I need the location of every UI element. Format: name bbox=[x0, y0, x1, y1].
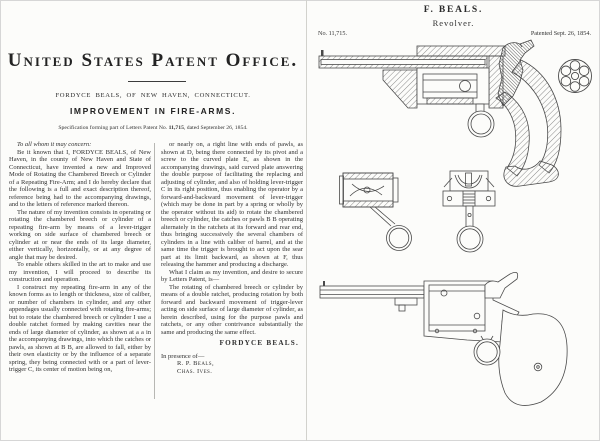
column-divider bbox=[154, 143, 155, 399]
witness-name: Chas. Ives. bbox=[177, 367, 213, 375]
drawing-sheet bbox=[307, 0, 600, 441]
attestation-label: In presence of— bbox=[161, 352, 205, 360]
bore bbox=[321, 60, 485, 65]
inventor-byline: FORDYCE BEALS, OF NEW HAVEN, CONNECTICUT. bbox=[55, 92, 251, 99]
drawing-subject-heading: Revolver. bbox=[432, 18, 475, 28]
cylinder-base bbox=[427, 98, 473, 104]
salutation: To all whom it may concern: bbox=[17, 141, 92, 148]
drawing-inventor-heading: F. BEALS. bbox=[423, 5, 484, 15]
paragraph: The rotating of chambered breech or cylinder by means of a double ratchet, producing rotation by both forward and backward movement of trigger-lever acting on side surface of large diameter of cylinder, as herein described, using for the purpose pawls and ratchets, or any other contrivance substantially the same and producing the same effect. bbox=[161, 283, 303, 336]
paragraph: What I claim as my invention, and desire to secure by Letters Patent, is— bbox=[161, 268, 303, 283]
page-title: United States Patent Office. bbox=[7, 50, 299, 71]
barrel-lug bbox=[395, 298, 417, 305]
ratchet-detail-a-figure bbox=[340, 173, 412, 251]
cylinder-face bbox=[559, 60, 592, 93]
revolver-cross-section-figure bbox=[319, 40, 561, 186]
spec-patent-number: 11,715 bbox=[168, 125, 184, 131]
paragraph: To enable others skilled in the art to make and use my invention, I will proceed to describe its construction and operation. bbox=[9, 261, 151, 283]
invention-title: IMPROVEMENT IN FIRE-ARMS. bbox=[69, 106, 237, 116]
title-divider bbox=[128, 81, 186, 82]
frame-front bbox=[383, 70, 417, 108]
barrel bbox=[320, 286, 424, 298]
text-column-2 bbox=[161, 141, 303, 375]
front-sight bbox=[321, 50, 324, 56]
cylinder bbox=[429, 285, 485, 331]
paragraph: The nature of my invention consists in operating or rotating the chambered breech or cylinder of a repeating fire-arm by means of a lever-trigger working on side surface of chambered breech or cylinder at or near the ends of its large diameter, either vertically, horizontally, or at any degree of angle that may be desired. bbox=[9, 208, 151, 261]
front-sight bbox=[323, 281, 325, 286]
hammer bbox=[485, 272, 518, 298]
threaded-column bbox=[463, 191, 475, 206]
text-column-1 bbox=[9, 141, 151, 374]
trigger-ring bbox=[387, 226, 412, 251]
witness-name: R. P. Beals, bbox=[177, 360, 214, 367]
cylinder-end-view-figure bbox=[559, 60, 592, 93]
grip bbox=[499, 310, 567, 405]
inventor-signature: FORDYCE BEALS. bbox=[219, 339, 299, 347]
specification-line bbox=[0, 125, 306, 131]
paragraph: or nearly on, a right line with ends of pawls, as shown at D, being there connected by its pivot and a screw to the curved plate E, as shown in the accompanying drawings, said curved plate answering the double purpose of facilitating the replacing and adjusting of cylinder, and also of holding lever-trigger C in its right position, thus enabling the operator by a forward-and-backward movement of lever-trigger (which may be done in part by a spring or wholly by the operator without its aid) to rotate the chambered breech or cylinder, the catches or pawls B B operating alternately in the ratchets at its forward and rear end, thus bringing successively the several chambers of cylinders in a line with caliber of barrel, and at the same time the trigger is brought to act upon the sear part at its limit backward, as shown at F, thus releasing the hammer and producing a discharge. bbox=[161, 141, 303, 268]
lever-trigger-ring-outer bbox=[468, 111, 494, 137]
trigger-ring bbox=[457, 226, 483, 252]
paragraph: I construct my repeating fire-arm in any of the known forms as to length or thickness, size of caliber, or number of chambers in cylinder, and any other appendages usually connected with rotating fire-arms; but to rotate the chambered breech or cylinder I use a double ratchet formed by making cavities near the ends of large diameter of cylinder, as shown at a a in the accompanying drawings, into which the catches or pawls, as shown at B B, are allowed to fall, either by their own elasticity or by the influence of a separate spring, they being connected with or a part of lever-trigger C, its center of motion being on, bbox=[9, 283, 151, 373]
revolver-side-view-figure bbox=[320, 272, 567, 405]
patent-drawings bbox=[307, 0, 600, 441]
drawing-patent-date: Patented Sept. 26, 1854. bbox=[530, 30, 591, 37]
top-strap bbox=[417, 46, 505, 56]
spec-suffix: , dated September 26, 1854. bbox=[183, 125, 248, 131]
ratchet-detail-b-figure bbox=[443, 171, 495, 252]
spec-prefix: Specification forming part of Letters Patent No. bbox=[58, 125, 169, 131]
paragraph: Be it known that I, FORDYCE BEALS, of New Haven, in the county of New Haven and State of Connecticut, have invented a new and Improved Mode of Rotating the Chambered Breech or Cylinder of a Repeating Fire-Arm; and I do hereby declare that the following is a full and exact description thereof, reference being had to the accompanying drawings, and to the letters of reference marked thereon. bbox=[9, 148, 151, 208]
arbor-hole bbox=[571, 72, 578, 79]
trigger-ring bbox=[474, 339, 500, 365]
drawing-patent-number: No. 11,715. bbox=[318, 30, 347, 37]
